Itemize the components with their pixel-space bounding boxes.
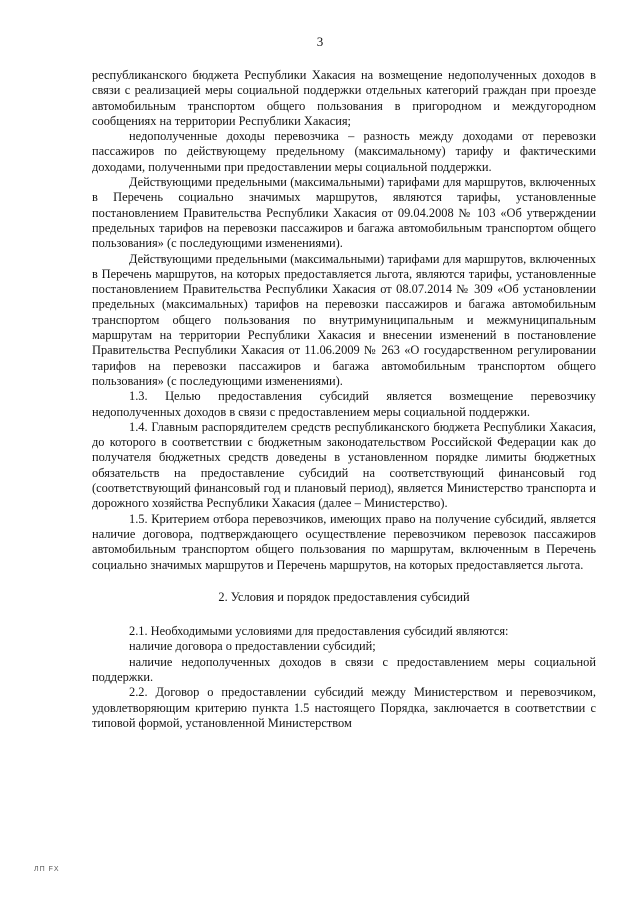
paragraph: 2.2. Договор о предоставлении субсидий между Министерством и перевозчиком, удовлетворяющим критерию пункта 1.5 настоящего Порядка, заключается в соответствии с типовой формой, установленной Министерством (92, 685, 596, 730)
paragraph: наличие недополученных доходов в связи с предоставлением меры социальной поддержки. (92, 654, 596, 684)
section-heading: 2. Условия и порядок предоставления субсидий (218, 589, 470, 604)
paragraph: Действующими предельными (максимальными) тарифами для маршрутов, включенных в Перечень социально значимых маршрутов, являются тарифы, установленные постановлением Правительства Республики Хакасия от 09.04.2008 № 103 «Об утверждении предельных тарифов на перевозки пассажиров и багажа автомобильным транспортом общего пользования» (с последующими изменениями). (92, 175, 596, 251)
paragraph: 2.1. Необходимыми условиями для предоставления субсидий являются: (129, 624, 509, 639)
paragraph: 1.5. Критерием отбора перевозчиков, имеющих право на получение субсидий, является наличие договора, подтверждающего осуществление перевозчиком перевозок пассажиров автомобильным транспортом общего пользования по маршрутам, включенным в Перечень социально значимых маршрутов и Перечень маршрутов, на которых предоставляется льгота. (92, 511, 596, 572)
paragraph: наличие договора о предоставлении субсидий; (129, 639, 376, 654)
paragraph: 1.3. Целью предоставления субсидий является возмещение перевозчику недополученных доходов в связи с предоставлением меры социальной поддержки. (92, 389, 596, 419)
footer-code: ЛП FX (34, 866, 60, 873)
document-body (92, 68, 596, 731)
paragraph: 1.4. Главным распорядителем средств республиканского бюджета Республики Хакасия, до которого в соответствии с бюджетным законодательством Российской Федерации как до получателя бюджетных средств доведены в установленном порядке лимиты бюджетных обязательств на предоставление субсидий на соответствующий финансовый год (соответствующий финансовый год и плановый период), является Министерство транспорта и дорожного хозяйства Республики Хакасия (далее – Министерство). (92, 419, 596, 511)
paragraph: недополученные доходы перевозчика – разность между доходами от перевозки пассажиров по действующему предельному (максимальному) тарифу и фактическими доходами, полученными при предоставлении меры социальной поддержки. (92, 129, 596, 174)
paragraph: республиканского бюджета Республики Хакасия на возмещение недополученных доходов в связи с реализацией меры социальной поддержки отдельных категорий граждан при проезде автомобильным транспортом общего пользования в пригородном и междугородном сообщениях на территории Республики Хакасия; (92, 68, 596, 128)
page-number: 3 (316, 34, 324, 49)
paragraph: Действующими предельными (максимальными) тарифами для маршрутов, включенных в Перечень маршрутов, на которых предоставляется льгота, являются тарифы, установленные постановлением Правительства Республики Хакасия от 08.07.2014 № 309 «Об установлении предельных (максимальных) тарифов на перевозки пассажиров и багажа автомобильным транспортом общего пользования по внутримуниципальным и межмуниципальным маршрутам на территории Республики Хакасия и внесении изменений в постановление Правительства Республики Хакасия от 11.06.2009 № 263 «О государственном регулировании тарифов на перевозки пассажиров и багажа автомобильным транспортом общего пользования» (с последующими изменениями). (92, 251, 596, 388)
